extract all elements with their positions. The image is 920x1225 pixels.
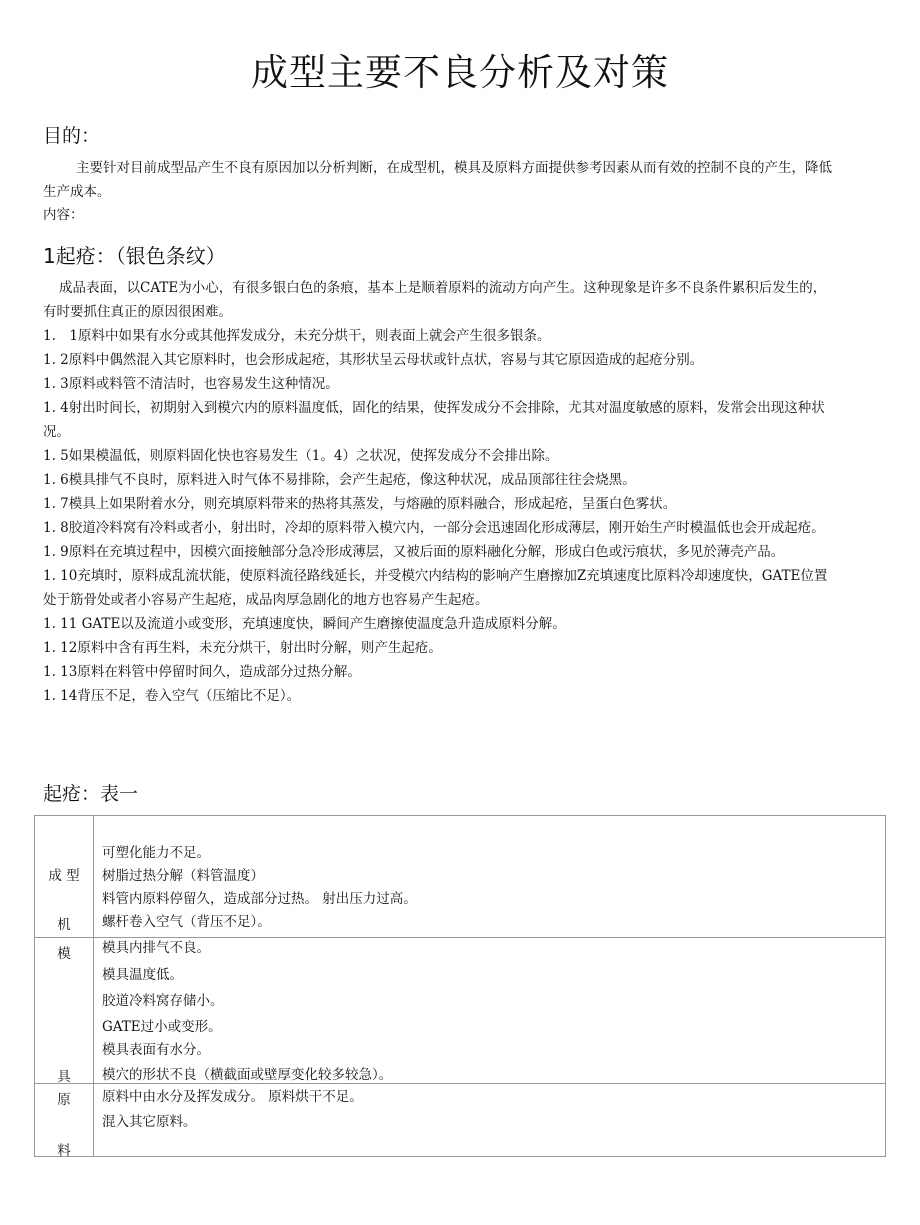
list-item: 1. 13原料在料管中停留时间久，造成部分过热分解。 [43,664,361,680]
list-item: 1. 9原料在充填过程中，因模穴面接触部分急冷形成薄层，又被后面的原料融化分解，形成白色或污痕状，多见於薄壳产品。 [43,544,785,560]
content-label: 内容： [43,207,84,223]
table-heading: 起疮：表一 [43,783,139,805]
list-item: 1. 11 GATE以及流道小或变形，充填速度快，瞬间产生磨擦使温度急升造成原料分解。 [43,616,566,632]
table-cell-line: 模具温度低。 [102,967,183,983]
table-cell-line: 可塑化能力不足。 [102,845,210,861]
row-label-bottom: 机 [57,917,71,933]
row-label-top: 原 [57,1092,71,1108]
list-item: 1. 10充填时，原料成乱流状能，使原料流径路线延长，并受模穴内结构的影响产生磨擦加Z充填速度比原料冷却速度快，GATE位置处于筋骨处或者小容易产生起疮，成品肉厚急剧化的地方也容易产生起疮。 [43,568,828,608]
table-cell-line: 料管内原料停留久，造成部分过热。 射出压力过高。 [102,891,417,907]
table-cell-line: 螺杆卷入空气（背压不足）。 [102,914,271,930]
list-item: 1. 6模具排气不良时，原料进入时气体不易排除，会产生起疮，像这种状况，成品顶部往往会烧黑。 [43,472,636,488]
list-item: 1. 8胶道冷料窝有冷料或者小，射出时，冷却的原料带入模穴内，一部分会迅速固化形成薄层，刚开始生产时模温低也会开成起疮。 [43,520,825,536]
section-1-intro: 成品表面，以CATE为小心，有很多银白色的条痕，基本上是顺着原料的流动方向产生。这种现象是许多不良条件累积后发生的，有时要抓住真正的原因很困难。 [43,280,827,320]
row-label-bottom: 具 [57,1069,71,1085]
row-label-bottom: 料 [57,1143,71,1159]
cause-list [43,324,833,708]
row-label-machine [35,816,94,938]
list-item: 1. 1原料中如果有水分或其他挥发成分，未充分烘干，则表面上就会产生很多银条。 [43,328,551,344]
section-1-heading: 1起疮：（银色条纹） [43,244,226,268]
list-item: 1. 5如果模温低，则原料固化快也容易发生（1。4）之状况，使挥发成分不会排出除。 [43,448,559,464]
cause-table [34,815,886,1157]
table-row [35,816,886,938]
row-label-mold [35,938,94,1084]
table-cell-line: 胶道冷料窝存储小。 [102,993,224,1009]
page-title: 成型主要不良分析及对策 [251,51,669,94]
row-label-top: 成 型 [48,868,80,884]
table-cell-line: 模具内排气不良。 [102,940,210,956]
table-cell-line: GATE过小或变形。 [102,1019,222,1035]
purpose-heading: 目的： [43,125,101,147]
list-item: 1. 12原料中含有再生料，未充分烘干，射出时分解，则产生起疮。 [43,640,442,656]
table-cell-line: 树脂过热分解（料管温度） [102,868,264,884]
list-item: 1. 7模具上如果附着水分，则充填原料带来的热将其蒸发，与熔融的原料融合，形成起疮，呈蛋白色雾状。 [43,496,677,512]
list-item: 1. 3原料或料管不清洁时，也容易发生这种情况。 [43,376,339,392]
list-item: 1. 2原料中偶然混入其它原料时，也会形成起疮，其形状呈云母状或针点状，容易与其它原因造成的起疮分别。 [43,352,704,368]
row-content-machine [94,816,886,938]
table-cell-line: 模具表面有水分。 [102,1042,210,1058]
row-label-top: 模 [57,946,71,962]
list-item: 1. 14背压不足，卷入空气（压缩比不足）。 [43,688,301,704]
table-cell-line: 模穴的形状不良（横截面或壁厚变化较多较急）。 [102,1067,393,1083]
row-content-material [94,1084,886,1157]
table-cell-line: 混入其它原料。 [102,1114,197,1130]
row-content-mold [94,938,886,1084]
row-label-material [35,1084,94,1157]
table-row [35,1084,886,1157]
purpose-text: 主要针对目前成型品产生不良有原因加以分析判断，在成型机，模具及原料方面提供参考因素从而有效的控制不良的产生，降低生产成本。 [43,160,832,200]
table-cell-line: 原料中由水分及挥发成分。 原料烘干不足。 [102,1089,363,1105]
list-item: 1. 4射出时间长，初期射入到模穴内的原料温度低，固化的结果，使挥发成分不会排除，尤其对温度敏感的原料，发常会出现这种状况。 [43,400,825,440]
table-row [35,938,886,1084]
